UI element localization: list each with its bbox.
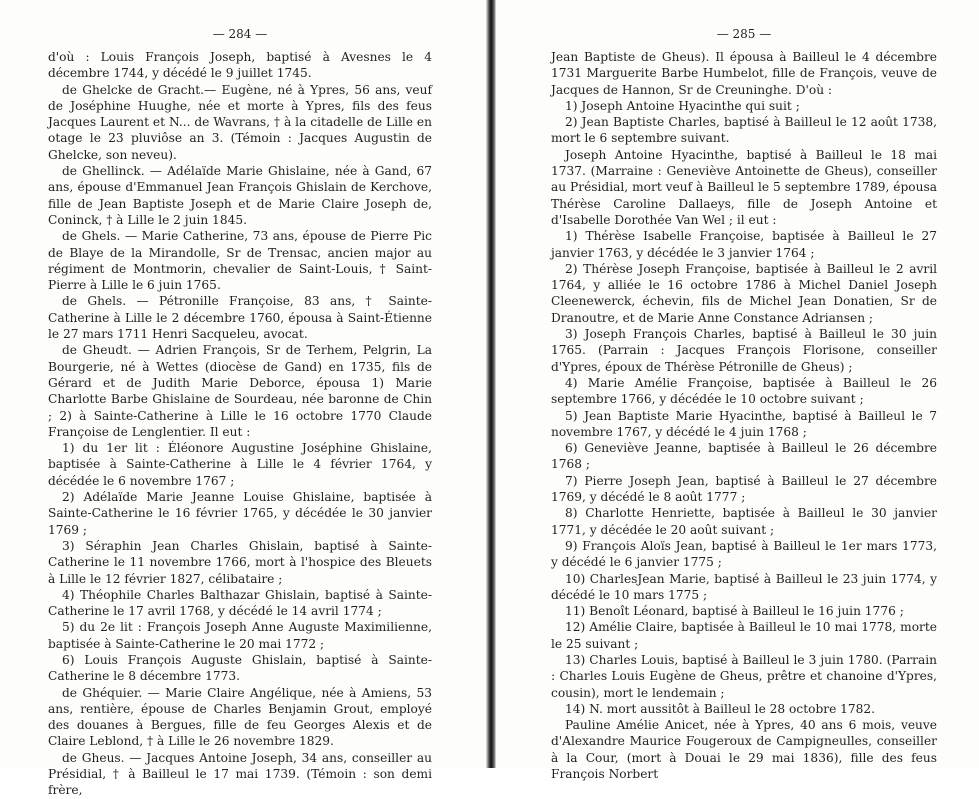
child-item: 4) Théophile Charles Balthazar Ghislain, baptisé à Sainte-Catherine le 17 avril 1768, y décédé le 14 avril 1774 ; [48,587,432,619]
child-item: 6) Louis François Auguste Ghislain, baptisé à Sainte-Catherine le 8 décembre 1773. [48,652,432,684]
child-item: 12) Amélie Claire, baptisée à Bailleul le 10 mai 1778, morte le 25 suivant ; [551,620,937,651]
entry-ghels-1: de Ghels. — Marie Catherine, 73 ans, épouse de Pierre Pic de Blaye de la Mirandolle, Sr de Trensac, ancien major au régiment de Montmorin, chevalier de Saint-Louis, † Saint-Pierre à Lille le 6 juin 1765. [48,229,432,293]
child-item: 8) Charlotte Henriette, baptisée à Bailleul le 30 janvier 1771, y décédée le 20 août suivant ; [551,506,937,537]
right-page-number: — 285 — [716,27,772,41]
left-page [48,26,432,799]
child-item: 1) du 1er lit : Éléonore Augustine Joséphine Ghislaine, baptisée à Sainte-Catherine à Lille le 4 février 1764, y décédée le 6 novembre 1767 ; [48,441,432,488]
child-item: 10) CharlesJean Marie, baptisé à Bailleul le 23 juin 1774, y décédé le 10 mars 1775 ; [551,571,937,602]
child-item: 11) Benoît Léonard, baptisé à Bailleul le 16 juin 1776 ; [565,604,904,619]
right-page [551,26,937,782]
child-item: 7) Pierre Joseph Jean, baptisé à Bailleul le 27 décembre 1769, y décédé le 8 août 1777 ; [551,473,937,505]
child-item: 6) Geneviève Jeanne, baptisée à Bailleul le 26 décembre 1768 ; [551,441,937,472]
child-item: 14) N. mort aussitôt à Bailleul le 28 octobre 1782. [565,701,876,716]
child-item: 13) Charles Louis, baptisé à Bailleul le 3 juin 1780. (Parrain : Charles Louis Eugène de Gheus, prêtre et chanoine d'Ypres, cousin), mort le lendemain ; [551,652,937,700]
left-paragraph: d'où : Louis François Joseph, baptisé à Avesnes le 4 décembre 1744, y décédé le 9 juillet 1745. [48,50,432,81]
left-page-number: — 284 — [212,27,268,41]
child-item: 1) Joseph Antoine Hyacinthe qui suit ; [565,98,800,113]
book-gutter [486,0,496,768]
child-item: 1) Thérèse Isabelle Françoise, baptisée à Bailleul le 27 janvier 1763, y décédée le 3 janvier 1764 ; [551,229,937,260]
child-item: 3) Séraphin Jean Charles Ghislain, baptisé à Sainte-Catherine le 11 novembre 1766, mort à l'hospice des Bleuets à Lille le 12 février 1827, célibataire ; [48,538,432,586]
entry-ghellinck: de Ghellinck. — Adélaïde Marie Ghislaine, née à Gand, 67 ans, épouse d'Emmanuel Jean François Ghislain de Kerchove, fille de Jean Baptiste Joseph et de Marie Claire Joseph de, Coninck, † à Lille le 2 juin 1845. [48,164,432,227]
entry-gheus: de Gheus. — Jacques Antoine Joseph, 34 ans, conseiller au Présidial, † à Bailleul le 17 mai 1739. (Témoin : son demi frère, [48,750,432,798]
child-item: 5) du 2e lit : François Joseph Anne Auguste Maximilienne, baptisée à Sainte-Catherine le 20 mai 1772 ; [48,620,432,651]
entry-ghels-2: de Ghels. — Pétronille Françoise, 83 ans, † Sainte-Catherine à Lille le 2 décembre 1760, épousa à Saint-Étienne le 27 mars 1711 Henri Sacqueleu, avocat. [48,294,432,342]
child-item: 3) Joseph François Charles, baptisé à Bailleul le 30 juin 1765. (Parrain : Jacques François Florisone, conseiller d'Ypres, époux de Thérèse Pétronille de Gheus) ; [551,327,937,374]
child-item: 2) Thérèse Joseph Françoise, baptisée à Bailleul le 2 avril 1764, y alliée le 16 octobre 1786 à Michel Daniel Joseph Cleenewerck, échevin, fils de Michel Jean Donatien, Sr de Dranoutre, et de Marie Anne Constance Adriansen ; [551,261,937,325]
child-item: 2) Jean Baptiste Charles, baptisé à Bailleul le 12 août 1738, mort le 6 septembre suivant. [551,115,937,146]
entry-gheudt: de Gheudt. — Adrien François, Sr de Terhem, Pelgrin, La Bourgerie, né à Wettes (diocèse de Gand) en 1735, fils de Gérard et de Judith Marie Deborce, épousa 1) Marie Charlotte Barbe Ghislaine de Sourdeau, née baronne de Chin ; 2) à Sainte-Catherine à Lille le 16 octobre 1770 Claude Françoise de Lenglentier. Il eut : [48,343,432,439]
child-item: 5) Jean Baptiste Marie Hyacinthe, baptisé à Bailleul le 7 novembre 1767, y décédé le 4 juin 1768 ; [551,408,937,439]
right-paragraph: Jean Baptiste de Gheus). Il épousa à Bailleul le 4 décembre 1731 Marguerite Barbe Humbelot, fille de François, veuve de Jacques de Hannon, Sr de Creuninghe. D'où : [551,50,937,97]
entry-joseph-antoine-hyacinthe: Joseph Antoine Hyacinthe, baptisé à Bailleul le 18 mai 1737. (Marraine : Geneviève Antoinette de Gheus), conseiller au Présidial, mort veuf à Bailleul le 5 septembre 1789, épousa Thérèse Caroline Dallaeys, fille de Joseph Antoine et d'Isabelle Dorothée Van Wel ; il eut : [551,147,937,227]
child-item: 2) Adélaïde Marie Jeanne Louise Ghislaine, baptisée à Sainte-Catherine le 16 février 1765, y décédée le 30 janvier 1769 ; [48,490,432,537]
entry-pauline-amelie: Pauline Amélie Anicet, née à Ypres, 40 ans 6 mois, veuve d'Alexandre Maurice Fougeroux de Campigneulles, conseiller à la Cour, (mort à Douai le 29 mai 1836), fille des feus François Norbert [551,718,937,782]
entry-ghelcke: de Ghelcke de Gracht.— Eugène, né à Ypres, 56 ans, veuf de Joséphine Huughe, née et morte à Ypres, fils des feus Jacques Laurent et N... de Wavrans, † à la citadelle de Lille en otage le 23 pluviôse an 3. (Témoin : Jacques Augustin de Ghelcke, son neveu). [48,82,432,162]
child-item: 9) François Aloïs Jean, baptisé à Bailleul le 1er mars 1773, y décédé le 6 janvier 1775 ; [551,538,937,570]
entry-ghequier: de Ghéquier. — Marie Claire Angélique, née à Amiens, 53 ans, rentière, épouse de Charles Benjamin Grout, employé des douanes à Bergues, fille de feu Georges Alexis et de Claire Leblond, † à Lille le 26 novembre 1829. [48,685,432,749]
child-item: 4) Marie Amélie Françoise, baptisée à Bailleul le 26 septembre 1766, y décédée le 10 octobre suivant ; [551,375,937,407]
